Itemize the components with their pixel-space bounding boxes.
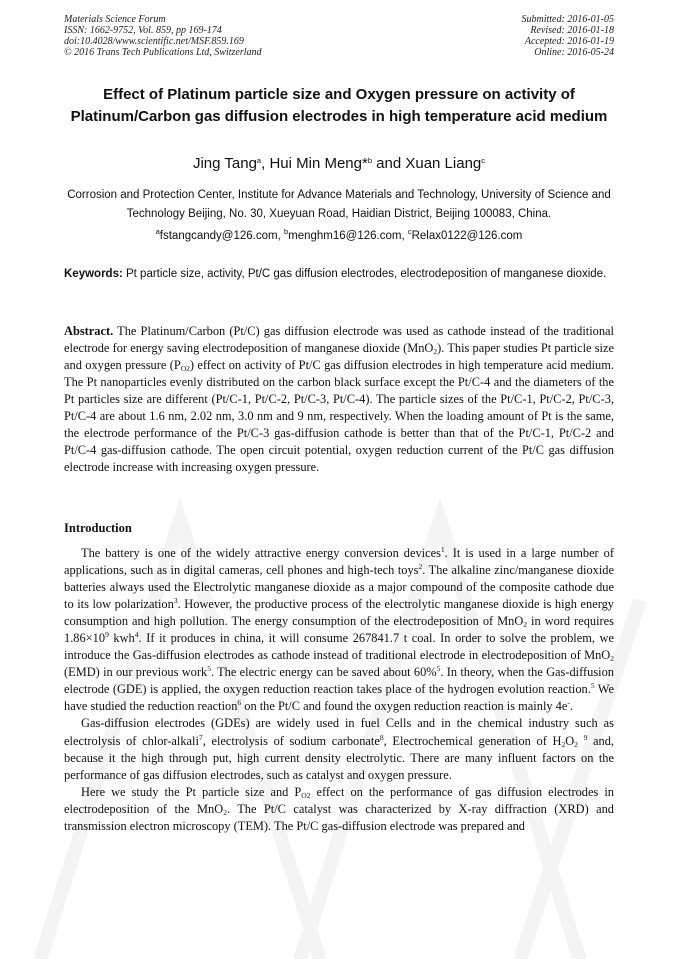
doi-line[interactable]: doi:10.4028/www.scientific.net/MSF.859.169: [64, 36, 244, 47]
subscript: 2: [223, 807, 227, 817]
affiliation-marker: a: [256, 156, 262, 165]
superscript: 6: [237, 698, 242, 708]
revised-date: Revised: 2016-01-18: [530, 25, 614, 36]
paper-title: Effect of Platinum particle size and Oxygen pressure on activity of Platinum/Carbon gas diffusion electrodes in high temperature acid medium: [70, 86, 608, 125]
abstract-text: ) effect on activity of Pt/C gas diffusion electrodes in high temperature acid medium. The Pt nanoparticles evenly distributed on the carbon black surface except the Pt/C-4 and the diameters of the Pt particles size are different (Pt/C-1, Pt/C-2, Pt/C-3, Pt/C-4). The particle sizes of the Pt/C-1, Pt/C-2, Pt/C-3, Pt/C-4 are about 1.6 nm, 2.02 nm, 3.0 nm and 9 nm, respectively. When the loading amount of Pt is the same, the electrode performance of the Pt/C-3 gas-diffusion cathode is better than that of the Pt/C-1, Pt/C-2 and Pt/C-4 gas-diffusion cathode. The open circuit potential, oxygen reduction current of the Pt/C gas diffusion electrode increase with increasing oxygen pressure.: [64, 358, 614, 475]
text-run: . It is used in a large number of applications, such as in digital cameras, cell phones and high-tech toys: [64, 546, 614, 578]
online-date: Online: 2016-05-24: [534, 47, 614, 58]
superscript: 5: [436, 664, 441, 674]
author-separator: ,: [261, 155, 270, 172]
superscript: 1: [440, 545, 445, 554]
paragraph: [64, 784, 614, 835]
subscript: 2: [433, 347, 438, 357]
abstract: [64, 323, 614, 476]
text-run: We have studied the reduction reaction: [64, 682, 614, 714]
introduction-body: [64, 545, 614, 835]
journal-name: Materials Science Forum: [64, 14, 166, 25]
keywords-label: Keywords:: [64, 268, 123, 280]
superscript: 9: [583, 732, 588, 742]
text-run: (EMD) in our previous work: [64, 665, 208, 680]
issn-line: ISSN: 1662-9752, Vol. 859, pp 169-174: [64, 25, 222, 36]
publication-dates: [522, 14, 615, 58]
text-run: . In theory, when the Gas-diffusion electrode (GDE) is applied, the oxygen reduction reaction takes place of the hydrogen evolution reaction.: [64, 665, 615, 697]
keywords-text: Pt particle size, activity, Pt/C gas diffusion electrodes, electrodeposition of manganese dioxide.: [122, 268, 607, 280]
text-run: kwh: [108, 631, 135, 646]
subscript: O2: [180, 364, 190, 374]
text-run: . The Pt/C catalyst was characterized by X-ray diffraction (XRD) and transmission electron microscopy (TEM). The Pt/C gas-diffusion electrode was prepared and: [64, 801, 614, 833]
text-run: , Electrochemical generation of H: [383, 733, 562, 748]
text-run: , electrolysis of sodium carbonate: [202, 733, 380, 748]
journal-info: [64, 14, 262, 58]
email-address[interactable]: menghm16@126.com,: [288, 230, 408, 242]
text-run: . However, the productive process of the electrolytic manganese dioxide is high energy consumption and high pollution. The energy consumption of the electrodeposition of MnO: [64, 597, 614, 629]
superscript: 3: [173, 596, 178, 606]
subscript: O2: [301, 790, 311, 800]
section-heading-introduction: Introduction: [64, 521, 132, 535]
email-marker: b: [283, 227, 289, 236]
accepted-date: Accepted: 2016-01-19: [524, 36, 614, 47]
email-address[interactable]: fstangcandy@126.com,: [159, 230, 284, 242]
email-marker: a: [155, 227, 160, 236]
author-name: Jing Tang: [192, 155, 257, 172]
affiliation: Corrosion and Protection Center, Institute for Advance Materials and Technology, University of Science and Technology Beijing, No. 30, Xueyuan Road, Haidian District, Beijing 100083, China.: [67, 189, 611, 220]
superscript: 7: [198, 732, 203, 742]
text-run: .: [569, 699, 573, 714]
author-separator: and: [371, 155, 406, 172]
superscript: 5: [207, 664, 211, 674]
text-run: Gas-diffusion electrodes (GDEs) are widely used in fuel Cells and in the chemical industry such as electrolysis of chlor-alkali: [64, 716, 614, 748]
text-run: Here we study the Pt particle size and P: [81, 784, 302, 799]
superscript: 5: [590, 681, 595, 691]
text-run: . The electric energy can be saved about 60%: [210, 665, 437, 680]
paragraph: [64, 715, 614, 783]
affiliation-marker: c: [481, 156, 486, 165]
text-run: . The alkaline zinc/manganese dioxide batteries always used the Electrolytic manganese dioxide as a major compound of the composite cathode due to its low polarization: [64, 563, 614, 612]
text-run: on the Pt/C and found the oxygen reduction reaction is mainly 4e: [241, 699, 568, 714]
subscript: 2: [523, 620, 528, 630]
superscript: -: [567, 698, 570, 708]
superscript: 4: [134, 630, 139, 640]
author-list: [64, 155, 614, 173]
author-emails: [64, 229, 614, 243]
subscript: 2: [574, 739, 578, 749]
text-run: The battery is one of the widely attractive energy conversion devices: [81, 546, 441, 560]
submitted-date: Submitted: 2016-01-05: [521, 14, 614, 25]
abstract-text: The Platinum/Carbon (Pt/C) gas diffusion electrode was used as cathode instead of the traditional electrode for energy saving electrodeposition of manganese dioxide (MnO: [64, 324, 614, 356]
author-name: Xuan Liang: [405, 155, 482, 172]
keywords: [64, 266, 614, 283]
author-name: Hui Min Meng*: [269, 155, 368, 172]
affiliation-marker: b: [367, 156, 372, 165]
text-run: and, because it the high through put, high current density electrolytic. There are many influent factors on the performance of gas diffusion electrodes, such as catalyst and oxygen pressure.: [64, 733, 614, 782]
abstract-text: ). This paper studies Pt particle size and oxygen pressure (P: [64, 341, 614, 373]
superscript: 2: [418, 562, 423, 572]
text-run: O: [565, 733, 575, 748]
subscript: 2: [610, 654, 614, 664]
text-run: effect on the performance of gas diffusion electrodes in electrodeposition of the MnO: [64, 784, 614, 816]
subscript: 2: [561, 739, 566, 749]
superscript: 8: [379, 732, 384, 742]
abstract-label: Abstract.: [64, 324, 114, 338]
paragraph: [64, 545, 614, 715]
superscript: 9: [105, 630, 109, 640]
text-run: in word requires 1.86×10: [64, 614, 614, 646]
text-run: . If it produces in china, it will consume 267841.7 t coal. In order to solve the problem, we introduce the Gas-diffusion electrodes as cathode instead of traditional electrode in electrodeposition of MnO: [64, 631, 615, 663]
email-marker: c: [407, 227, 412, 236]
copyright-line: © 2016 Trans Tech Publications Ltd, Switzerland: [64, 47, 262, 58]
email-address[interactable]: Relax0122@126.com: [411, 230, 523, 242]
